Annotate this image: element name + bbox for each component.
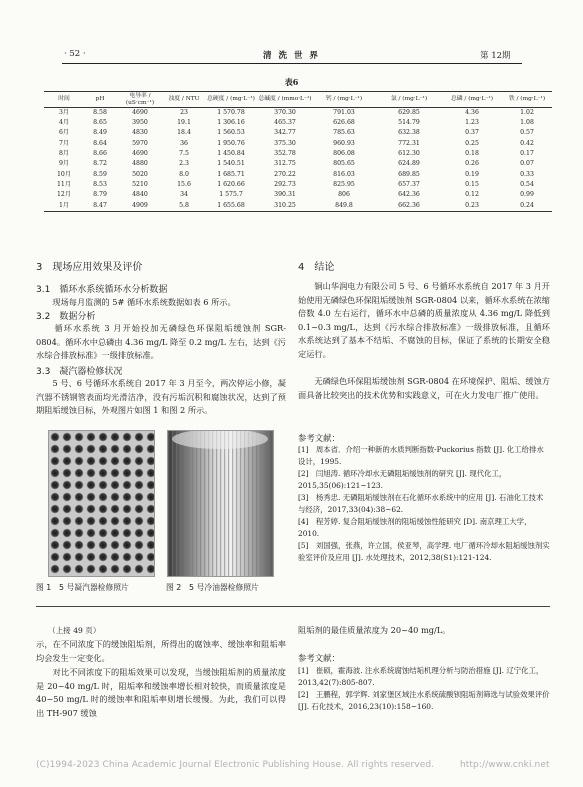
water-quality-table [44, 91, 552, 212]
table-cell: 624.89 [398, 160, 420, 168]
bottom-left-paragraph-1: 示，在不同浓度下的缓蚀阻垢剂，所得出的腐蚀率、缓蚀率和阻垢率均会发生一定变化。 [36, 639, 286, 663]
table-cell: 7.5 [179, 150, 189, 158]
conclusion-paragraph-1: 铜山华润电力有限公司 5 号、6 号循环水系统自 2017 年 3 月开始使用无磷绿色环保阻垢缓蚀剂 SGR-0804 以来，循环水系统在浓缩倍数 4.0 左右运行，循环水中总磷的质量浓度从 4.36 mg/L 降低到 0.1~0.3 mg/L，达到《污水综合排放标准》一级排放标准，且循环水系统达到了基本不结垢、不腐蚀的目标，保证了系统的长期安全稳定运行。 [298, 281, 550, 359]
table-cell: 689.85 [398, 170, 420, 178]
table-cell: 5020 [132, 170, 148, 178]
issue-number: 第 12期 [480, 51, 511, 61]
table-cell: 1 655.68 [204, 201, 258, 212]
table-cell: 1 540.51 [217, 160, 245, 168]
column-header: 总硬度 / (mg·L⁻¹) [204, 92, 258, 108]
table-cell: 34 [180, 191, 188, 199]
table-cell: 8.58 [93, 108, 107, 116]
table-cell: 1 570.78 [217, 108, 245, 116]
reference-item: [1] 周本省．介绍一种新的水质判断指数-Puckorius 指数 [J]. 化工给排水设计，1995. [298, 445, 544, 466]
bottom-references-heading: 参考文献： [298, 653, 340, 663]
reference-item: [2] 王鹏程，郭学辉. 刘家堡区域注水系统硫酸钡阻垢剂筛选与试验效果评价 [J]. 石化技术，2016,23(10):158~160. [298, 690, 550, 711]
table-cell: 806.08 [333, 150, 355, 158]
table-cell: 15.6 [177, 180, 191, 188]
table-cell: 632.38 [398, 129, 420, 137]
table-row [44, 159, 552, 169]
table-cell: 23 [180, 108, 188, 116]
subsection-3-1-heading: 3.1 循环水系统循环水分析数据 [36, 285, 168, 295]
table-cell: 1.02 [520, 108, 534, 116]
table-cell: 0.19 [465, 170, 479, 178]
table-cell: 390.31 [274, 191, 296, 199]
oil-cooler-photo [167, 430, 274, 577]
table-cell: 270.22 [274, 170, 296, 178]
table-cell: 8.53 [93, 180, 107, 188]
table-row [44, 201, 552, 212]
continued-note: （上接 49 页） [48, 626, 101, 635]
table-cell: 1 685.71 [217, 170, 245, 178]
header-rule [62, 63, 522, 64]
reference-item: [1] 崔硕，霍海波. 注水系统腐蚀结垢机理分析与防治措施 [J]. 辽宁化工，2013,42(7):805-807. [298, 666, 544, 687]
table-cell: 0.26 [465, 160, 479, 168]
table-cell: 825.95 [333, 180, 355, 188]
table-cell: 4909 [116, 201, 164, 212]
table-cell: 642.36 [398, 191, 420, 199]
table-cell: 805.65 [333, 160, 355, 168]
table-cell: 312.75 [274, 160, 296, 168]
references-heading: 参考文献： [298, 433, 340, 443]
table-cell: 4.36 [465, 108, 479, 116]
table-cell: 10月 [56, 170, 72, 178]
column-header: 总碱度 / (mmo·L⁻¹) [258, 92, 312, 108]
section-4-heading: 4 结论 [298, 262, 335, 273]
column-header: 时间 [44, 92, 84, 108]
table-cell: 4690 [132, 150, 148, 158]
table-cell: 8.65 [93, 119, 107, 127]
table-row [44, 118, 552, 128]
table-cell: 514.79 [398, 119, 420, 127]
table-cell: 375.30 [274, 139, 296, 147]
column-header: 浊度 / NTU [164, 92, 204, 108]
table-cell: 4880 [132, 160, 148, 168]
table-cell: 1 306.16 [217, 119, 245, 127]
table-cell: 1 620.66 [217, 180, 245, 188]
bottom-reference-list [298, 665, 550, 713]
table-cell: 8.66 [93, 150, 107, 158]
table-cell: 9月 [58, 160, 70, 168]
table-body [44, 108, 552, 212]
table-cell: 816.03 [333, 170, 355, 178]
table-cell: 1.23 [465, 119, 479, 127]
cnki-url: http://www.cnki.net [460, 760, 550, 770]
page-number: · 52 · [64, 49, 86, 59]
table-cell: 8.72 [93, 160, 107, 168]
table-cell: 8.79 [93, 191, 107, 199]
table-cell: 0.42 [520, 139, 534, 147]
table-cell: 960.93 [333, 139, 355, 147]
column-header: 铁 / (mg·L⁻¹) [502, 92, 552, 108]
table-cell: 8.64 [93, 139, 107, 147]
table-cell: 8.47 [84, 201, 116, 212]
reference-item: [3] 杨秀忠. 无磷阻垢缓蚀剂在石化循环水系统中的应用 [J]. 石油化工技术与经济，2017,33(04):38~62. [298, 493, 544, 514]
subsection-3-2-heading: 3.2 数据分析 [36, 312, 96, 322]
table-header-row [44, 92, 552, 108]
table-cell: 1月 [44, 201, 84, 212]
table-cell: 0.33 [520, 170, 534, 178]
copyright-footer: (C)1994-2023 China Academic Journal Electronic Publishing House. All rights reserved. [36, 760, 435, 770]
table-cell: 0.24 [502, 201, 552, 212]
table-cell: 0.17 [520, 150, 534, 158]
bottom-right-paragraph: 阻垢剂的最佳质量浓度为 20~40 mg/L。 [298, 625, 451, 635]
table-row [44, 180, 552, 190]
table-row [44, 139, 552, 149]
table-cell: 8.49 [93, 129, 107, 137]
table-cell: 310.25 [258, 201, 312, 212]
table-cell: 0.37 [465, 129, 479, 137]
table-cell: 1 450.84 [217, 150, 245, 158]
table-cell: 8月 [58, 150, 70, 158]
paragraph-3-1: 现场每月监测的 5# 循环水系统数据如表 6 所示。 [36, 297, 236, 307]
table-cell: 849.8 [312, 201, 376, 212]
table-cell: 11月 [56, 180, 72, 188]
table-cell: 4840 [132, 191, 148, 199]
reference-list [298, 444, 550, 564]
table-cell: 6月 [58, 129, 70, 137]
table-cell: 791.03 [333, 108, 355, 116]
column-header: 电导率 / (uS·cm⁻¹) [116, 92, 164, 108]
table-cell: 0.18 [465, 150, 479, 158]
table-cell: 5.8 [164, 201, 204, 212]
table-cell: 5210 [132, 180, 148, 188]
journal-title: 清 洗 世 界 [263, 51, 320, 61]
table-cell: 3月 [58, 108, 70, 116]
table-row [44, 129, 552, 139]
paragraph-3-2: 循环水系统 3 月开始投加无磷绿色环保阻垢缓蚀剂 SGR-0804。循环水中总磷由 4.36 mg/L 降至 0.2 mg/L 左右，达到《污水综合排放标准》一级排放标准。 [36, 323, 286, 360]
table-cell: 1 560.53 [217, 129, 245, 137]
table-cell: 0.57 [520, 129, 534, 137]
reference-item: [2] 闫旭涛. 循环冷却水无磷阻垢缓蚀剂的研究 [J]. 现代化工，2015,35(06):121~123. [298, 469, 507, 490]
column-header: pH [84, 92, 116, 108]
table-cell: 0.99 [520, 191, 534, 199]
table-cell: 2.3 [179, 160, 189, 168]
table-cell: 3950 [132, 119, 148, 127]
table-cell: 1 950.76 [217, 139, 245, 147]
table-cell: 0.12 [465, 191, 479, 199]
table-cell: 36 [180, 139, 188, 147]
table-cell: 8.59 [93, 170, 107, 178]
table-cell: 292.73 [274, 180, 296, 188]
table-cell: 19.1 [177, 119, 191, 127]
table-cell: 0.23 [442, 201, 502, 212]
table-cell: 4830 [132, 129, 148, 137]
paragraph-3-3: 5 号、6 号循环水系统自 2017 年 3 月至今，两次停运小修，凝汽器不锈钢管表面均光滑洁净，没有污垢沉积和腐蚀状况，达到了预期阻垢缓蚀目标，外观图片如图 1 和图 2 所示。 [36, 378, 286, 415]
table-cell: 342.77 [274, 129, 296, 137]
table-cell: 0.15 [465, 180, 479, 188]
table-cell: 657.37 [398, 180, 420, 188]
reference-item: [4] 程芳婷. 复合阻垢缓蚀剂的阻垢缓蚀性能研究 [D]. 南京理工大学，2010. [298, 517, 532, 538]
section-divider [36, 606, 550, 607]
table-cell: 806 [338, 191, 350, 199]
table-cell: 5970 [132, 139, 148, 147]
table-cell: 629.85 [398, 108, 420, 116]
table-cell: 612.30 [398, 150, 420, 158]
table-cell: 352.78 [274, 150, 296, 158]
table-cell: 772.31 [398, 139, 420, 147]
table-title: 表6 [284, 77, 299, 87]
table-row [44, 108, 552, 119]
table-cell: 370.30 [274, 108, 296, 116]
figure-2-caption: 图 2 5 号冷油器检修照片 [166, 583, 259, 592]
table-row [44, 190, 552, 200]
table-cell: 1.08 [520, 119, 534, 127]
table-cell: 662.36 [376, 201, 442, 212]
conclusion-paragraph-2: 无磷绿色环保阻垢缓蚀剂 SGR-0804 在环境保护、阻垢、缓蚀方面具备比较突出的技术优势和实践意义，可在火力发电厂推广使用。 [298, 376, 550, 400]
bottom-left-paragraph-2: 对比不同浓度下的阻垢效果可以发现，当缓蚀阻垢剂的质量浓度是 20~40 mg/L 时，阻垢率和缓蚀率增长相对较快，而质量浓度是 40~50 mg/L 时的缓蚀率和阻垢率则增长缓慢。为此，我们可以得出 TH-907 缓蚀 [36, 667, 286, 718]
table-row [44, 170, 552, 180]
reference-item: [5] 刘国强，张燕，许立国，侯亚琴，高学理. 电厂循环冷却水阻垢缓蚀剂实验室评价及应用 [J]. 水处理技术，2012,38(S1):121-124. [298, 541, 550, 562]
table-cell: 0.07 [520, 160, 534, 168]
table-cell: 4月 [58, 119, 70, 127]
table-row [44, 149, 552, 159]
table-cell: 0.25 [465, 139, 479, 147]
table-cell: 465.37 [274, 119, 296, 127]
column-header: 总磷 / (mg·L⁻¹) [442, 92, 502, 108]
condenser-photo [48, 430, 155, 577]
table-cell: 7月 [58, 139, 70, 147]
table-cell: 0.54 [520, 180, 534, 188]
table-cell: 785.63 [333, 129, 355, 137]
figure-1-caption: 图 1 5 号凝汽器检修照片 [36, 583, 129, 592]
table-cell: 8.0 [179, 170, 189, 178]
table-cell: 4690 [132, 108, 148, 116]
column-header: 钙 / (mg·L⁻¹) [312, 92, 376, 108]
table-cell: 1 575.7 [219, 191, 243, 199]
subsection-3-3-heading: 3.3 凝汽器检修状况 [36, 367, 123, 377]
column-header: 氯 / (mg·L⁻¹) [376, 92, 442, 108]
table-cell: 626.68 [333, 119, 355, 127]
section-3-heading: 3 现场应用效果及评价 [36, 262, 143, 273]
table-cell: 12月 [56, 191, 72, 199]
table-cell: 18.4 [177, 129, 191, 137]
